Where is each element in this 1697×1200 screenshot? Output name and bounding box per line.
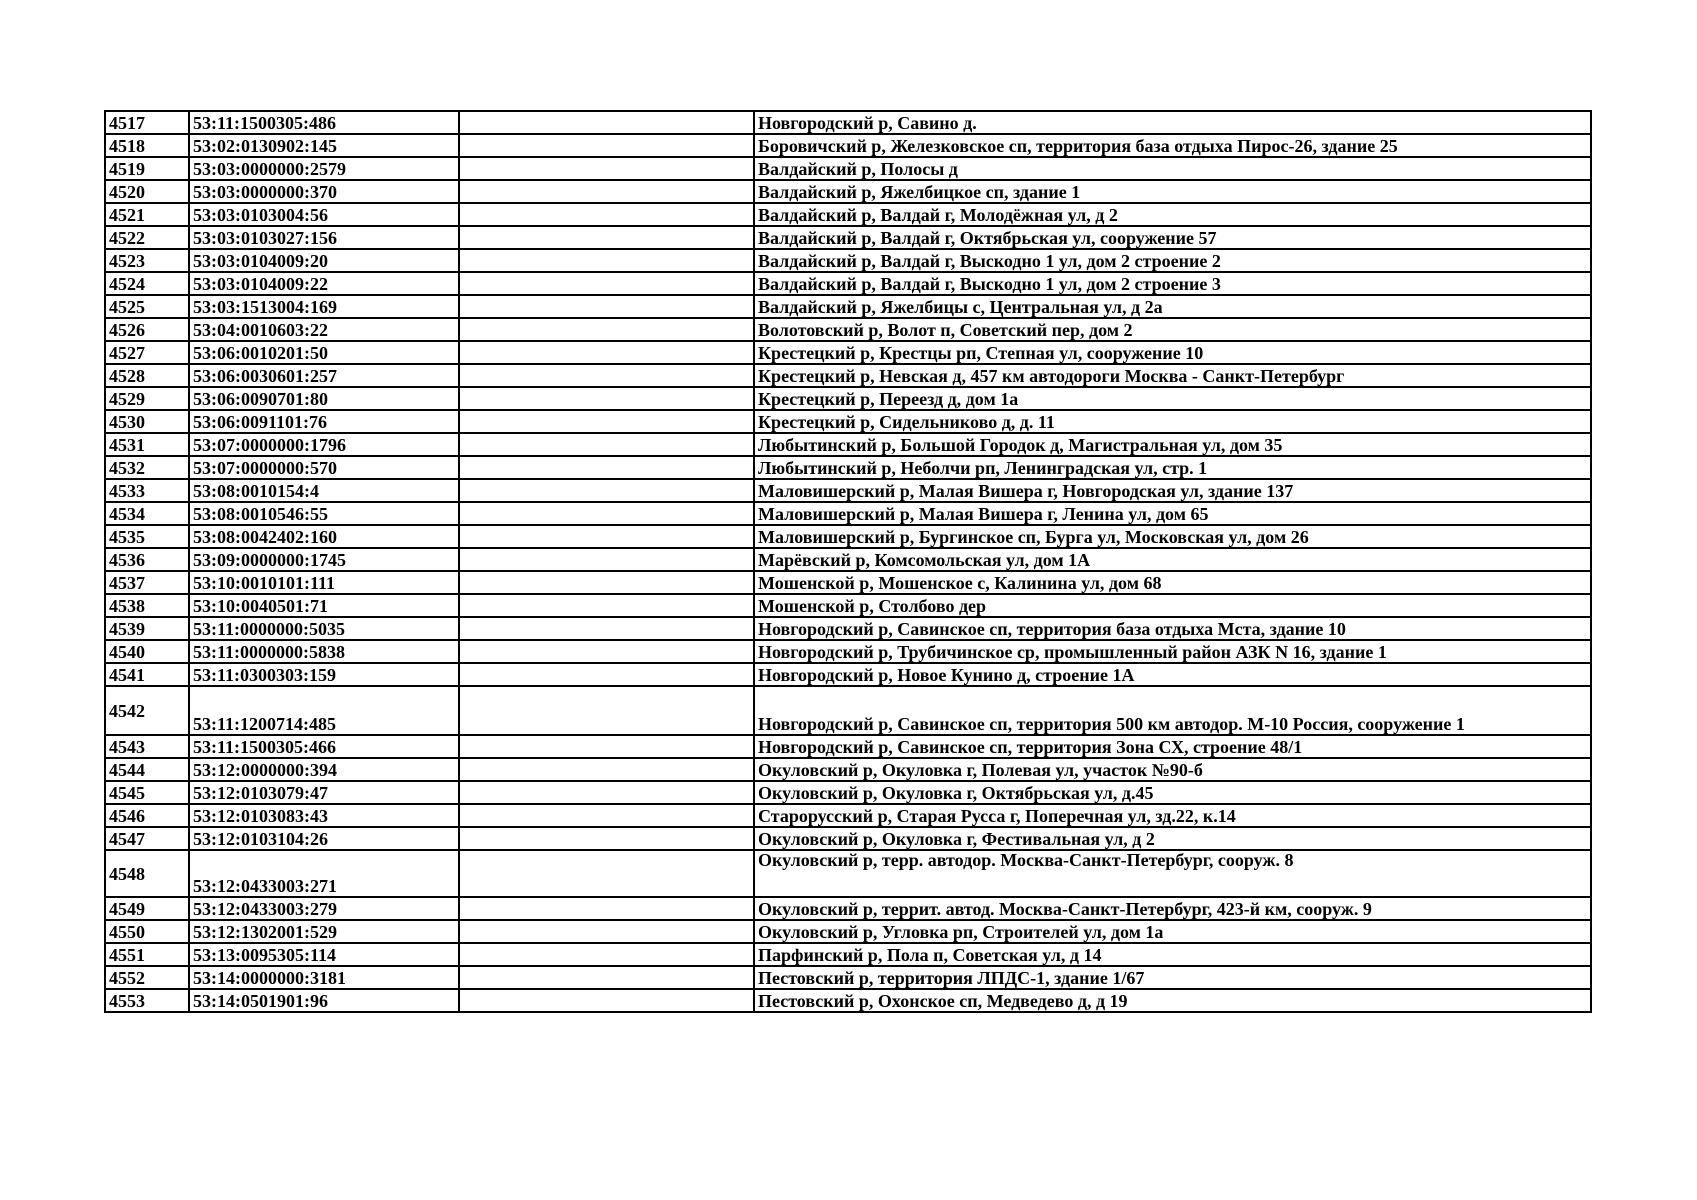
address-cell: Новгородский р, Савинское сп, территория 500 км автодор. М-10 Россия, сооружение 1 xyxy=(754,686,1591,735)
table-row xyxy=(105,249,1591,272)
empty-cell xyxy=(459,827,754,850)
cadastral-number-cell: 53:06:0091101:76 xyxy=(189,410,459,433)
empty-cell xyxy=(459,943,754,966)
table-row xyxy=(105,594,1591,617)
cadastral-number-cell: 53:11:0000000:5035 xyxy=(189,617,459,640)
empty-cell xyxy=(459,203,754,226)
address-cell: Валдайский р, Полосы д xyxy=(754,157,1591,180)
empty-cell xyxy=(459,433,754,456)
empty-cell xyxy=(459,781,754,804)
address-cell: Новгородский р, Трубичинское ср, промышленный район АЗК N 16, здание 1 xyxy=(754,640,1591,663)
table-row xyxy=(105,387,1591,410)
empty-cell xyxy=(459,387,754,410)
address-cell: Марёвский р, Комсомольская ул, дом 1А xyxy=(754,548,1591,571)
address-cell: Валдайский р, Яжелбицы с, Центральная ул, д 2а xyxy=(754,295,1591,318)
empty-cell xyxy=(459,686,754,735)
cadastral-number-cell: 53:10:0010101:111 xyxy=(189,571,459,594)
empty-cell xyxy=(459,525,754,548)
empty-cell xyxy=(459,850,754,897)
table-row xyxy=(105,502,1591,525)
row-number-cell: 4521 xyxy=(105,203,189,226)
cadastral-number-cell: 53:14:0501901:96 xyxy=(189,989,459,1012)
row-number-cell: 4537 xyxy=(105,571,189,594)
row-number-cell: 4550 xyxy=(105,920,189,943)
address-cell: Окуловский р, террит. автод. Москва-Санкт-Петербург, 423-й км, сооруж. 9 xyxy=(754,897,1591,920)
empty-cell xyxy=(459,111,754,134)
address-cell: Боровичский р, Железковское сп, территория база отдыха Пирос-26, здание 25 xyxy=(754,134,1591,157)
cadastral-number-cell: 53:06:0030601:257 xyxy=(189,364,459,387)
cadastral-number-cell: 53:03:0103004:56 xyxy=(189,203,459,226)
empty-cell xyxy=(459,157,754,180)
empty-cell xyxy=(459,341,754,364)
table-row xyxy=(105,410,1591,433)
table-row xyxy=(105,735,1591,758)
table-row xyxy=(105,111,1591,134)
table-row xyxy=(105,272,1591,295)
cadastral-number-cell: 53:11:1500305:466 xyxy=(189,735,459,758)
row-number-cell: 4540 xyxy=(105,640,189,663)
cadastral-number-cell: 53:12:0433003:279 xyxy=(189,897,459,920)
row-number-cell: 4517 xyxy=(105,111,189,134)
table-row xyxy=(105,157,1591,180)
empty-cell xyxy=(459,920,754,943)
address-cell: Волотовский р, Волот п, Советский пер, дом 2 xyxy=(754,318,1591,341)
table-row xyxy=(105,525,1591,548)
cadastral-number-cell: 53:12:0103104:26 xyxy=(189,827,459,850)
table-row xyxy=(105,180,1591,203)
row-number-cell: 4542 xyxy=(105,686,189,735)
cadastral-number-cell: 53:11:0300303:159 xyxy=(189,663,459,686)
row-number-cell: 4536 xyxy=(105,548,189,571)
row-number-cell: 4553 xyxy=(105,989,189,1012)
row-number-cell: 4551 xyxy=(105,943,189,966)
cadastral-number-cell: 53:07:0000000:570 xyxy=(189,456,459,479)
empty-cell xyxy=(459,897,754,920)
row-number-cell: 4533 xyxy=(105,479,189,502)
row-number-cell: 4541 xyxy=(105,663,189,686)
table-row xyxy=(105,663,1591,686)
empty-cell xyxy=(459,758,754,781)
address-cell: Окуловский р, Окуловка г, Фестивальная ул, д 2 xyxy=(754,827,1591,850)
empty-cell xyxy=(459,735,754,758)
table-row xyxy=(105,456,1591,479)
address-cell: Пестовский р, территория ЛПДС-1, здание 1/67 xyxy=(754,966,1591,989)
registry-table xyxy=(104,110,1592,1013)
empty-cell xyxy=(459,640,754,663)
row-number-cell: 4544 xyxy=(105,758,189,781)
address-cell: Парфинский р, Пола п, Советская ул, д 14 xyxy=(754,943,1591,966)
address-cell: Любытинский р, Большой Городок д, Магистральная ул, дом 35 xyxy=(754,433,1591,456)
table-row xyxy=(105,548,1591,571)
address-cell: Валдайский р, Валдай г, Выскодно 1 ул, дом 2 строение 3 xyxy=(754,272,1591,295)
table-row xyxy=(105,479,1591,502)
cadastral-number-cell: 53:09:0000000:1745 xyxy=(189,548,459,571)
empty-cell xyxy=(459,663,754,686)
row-number-cell: 4527 xyxy=(105,341,189,364)
cadastral-number-cell: 53:04:0010603:22 xyxy=(189,318,459,341)
table-row xyxy=(105,966,1591,989)
row-number-cell: 4545 xyxy=(105,781,189,804)
cadastral-number-cell: 53:11:1200714:485 xyxy=(189,686,459,735)
empty-cell xyxy=(459,989,754,1012)
empty-cell xyxy=(459,295,754,318)
row-number-cell: 4534 xyxy=(105,502,189,525)
table-row xyxy=(105,433,1591,456)
cadastral-number-cell: 53:12:0103079:47 xyxy=(189,781,459,804)
table-row xyxy=(105,920,1591,943)
empty-cell xyxy=(459,966,754,989)
address-cell: Маловишерский р, Бургинское сп, Бурга ул, Московская ул, дом 26 xyxy=(754,525,1591,548)
row-number-cell: 4548 xyxy=(105,850,189,897)
row-number-cell: 4539 xyxy=(105,617,189,640)
table-row xyxy=(105,758,1591,781)
empty-cell xyxy=(459,134,754,157)
address-cell: Окуловский р, Угловка рп, Строителей ул, дом 1а xyxy=(754,920,1591,943)
row-number-cell: 4526 xyxy=(105,318,189,341)
address-cell: Валдайский р, Валдай г, Выскодно 1 ул, дом 2 строение 2 xyxy=(754,249,1591,272)
table-row xyxy=(105,781,1591,804)
empty-cell xyxy=(459,617,754,640)
cadastral-number-cell: 53:12:0103083:43 xyxy=(189,804,459,827)
empty-cell xyxy=(459,548,754,571)
address-cell: Крестецкий р, Невская д, 457 км автодороги Москва - Санкт-Петербург xyxy=(754,364,1591,387)
address-cell: Крестецкий р, Переезд д, дом 1а xyxy=(754,387,1591,410)
address-cell: Крестецкий р, Сидельниково д, д. 11 xyxy=(754,410,1591,433)
cadastral-number-cell: 53:11:0000000:5838 xyxy=(189,640,459,663)
row-number-cell: 4519 xyxy=(105,157,189,180)
row-number-cell: 4522 xyxy=(105,226,189,249)
empty-cell xyxy=(459,804,754,827)
row-number-cell: 4538 xyxy=(105,594,189,617)
row-number-cell: 4528 xyxy=(105,364,189,387)
cadastral-number-cell: 53:03:1513004:169 xyxy=(189,295,459,318)
address-cell: Окуловский р, терр. автодор. Москва-Санкт-Петербург, сооруж. 8 xyxy=(754,850,1591,897)
row-number-cell: 4529 xyxy=(105,387,189,410)
empty-cell xyxy=(459,410,754,433)
empty-cell xyxy=(459,502,754,525)
registry-body xyxy=(105,111,1591,1012)
cadastral-number-cell: 53:12:0433003:271 xyxy=(189,850,459,897)
table-row xyxy=(105,617,1591,640)
row-number-cell: 4520 xyxy=(105,180,189,203)
table-row xyxy=(105,943,1591,966)
address-cell: Новгородский р, Савинское сп, территория база отдыха Мста, здание 10 xyxy=(754,617,1591,640)
empty-cell xyxy=(459,364,754,387)
row-number-cell: 4531 xyxy=(105,433,189,456)
row-number-cell: 4535 xyxy=(105,525,189,548)
address-cell: Старорусский р, Старая Русса г, Поперечная ул, зд.22, к.14 xyxy=(754,804,1591,827)
row-number-cell: 4523 xyxy=(105,249,189,272)
address-cell: Крестецкий р, Крестцы рп, Степная ул, сооружение 10 xyxy=(754,341,1591,364)
address-cell: Окуловский р, Окуловка г, Полевая ул, участок №90-б xyxy=(754,758,1591,781)
table-row xyxy=(105,364,1591,387)
row-number-cell: 4525 xyxy=(105,295,189,318)
cadastral-number-cell: 53:13:0095305:114 xyxy=(189,943,459,966)
cadastral-number-cell: 53:03:0000000:2579 xyxy=(189,157,459,180)
row-number-cell: 4543 xyxy=(105,735,189,758)
address-cell: Окуловский р, Окуловка г, Октябрьская ул, д.45 xyxy=(754,781,1591,804)
row-number-cell: 4532 xyxy=(105,456,189,479)
table-row xyxy=(105,686,1591,735)
empty-cell xyxy=(459,249,754,272)
table-row xyxy=(105,804,1591,827)
address-cell: Валдайский р, Валдай г, Молодёжная ул, д 2 xyxy=(754,203,1591,226)
address-cell: Валдайский р, Яжелбицкое сп, здание 1 xyxy=(754,180,1591,203)
cadastral-number-cell: 53:03:0104009:22 xyxy=(189,272,459,295)
empty-cell xyxy=(459,318,754,341)
cadastral-number-cell: 53:10:0040501:71 xyxy=(189,594,459,617)
table-row xyxy=(105,203,1591,226)
cadastral-number-cell: 53:03:0103027:156 xyxy=(189,226,459,249)
row-number-cell: 4552 xyxy=(105,966,189,989)
cadastral-number-cell: 53:11:1500305:486 xyxy=(189,111,459,134)
row-number-cell: 4518 xyxy=(105,134,189,157)
table-row xyxy=(105,827,1591,850)
cadastral-number-cell: 53:08:0010154:4 xyxy=(189,479,459,502)
table-row xyxy=(105,341,1591,364)
empty-cell xyxy=(459,456,754,479)
cadastral-number-cell: 53:02:0130902:145 xyxy=(189,134,459,157)
cadastral-number-cell: 53:14:0000000:3181 xyxy=(189,966,459,989)
address-cell: Любытинский р, Неболчи рп, Ленинградская ул, стр. 1 xyxy=(754,456,1591,479)
cadastral-number-cell: 53:08:0010546:55 xyxy=(189,502,459,525)
table-row xyxy=(105,640,1591,663)
cadastral-number-cell: 53:08:0042402:160 xyxy=(189,525,459,548)
cadastral-number-cell: 53:03:0000000:370 xyxy=(189,180,459,203)
address-cell: Новгородский р, Савинское сп, территория Зона СХ, строение 48/1 xyxy=(754,735,1591,758)
cadastral-number-cell: 53:12:1302001:529 xyxy=(189,920,459,943)
table-row xyxy=(105,989,1591,1012)
address-cell: Валдайский р, Валдай г, Октябрьская ул, сооружение 57 xyxy=(754,226,1591,249)
table-row xyxy=(105,134,1591,157)
table-row xyxy=(105,226,1591,249)
empty-cell xyxy=(459,272,754,295)
row-number-cell: 4524 xyxy=(105,272,189,295)
cadastral-number-cell: 53:03:0104009:20 xyxy=(189,249,459,272)
address-cell: Мошенской р, Столбово дер xyxy=(754,594,1591,617)
empty-cell xyxy=(459,180,754,203)
empty-cell xyxy=(459,594,754,617)
cadastral-number-cell: 53:07:0000000:1796 xyxy=(189,433,459,456)
empty-cell xyxy=(459,226,754,249)
cadastral-number-cell: 53:12:0000000:394 xyxy=(189,758,459,781)
address-cell: Мошенской р, Мошенское с, Калинина ул, дом 68 xyxy=(754,571,1591,594)
cadastral-number-cell: 53:06:0010201:50 xyxy=(189,341,459,364)
row-number-cell: 4530 xyxy=(105,410,189,433)
table-row xyxy=(105,571,1591,594)
address-cell: Маловишерский р, Малая Вишера г, Новгородская ул, здание 137 xyxy=(754,479,1591,502)
address-cell: Новгородский р, Савино д. xyxy=(754,111,1591,134)
cadastral-number-cell: 53:06:0090701:80 xyxy=(189,387,459,410)
row-number-cell: 4546 xyxy=(105,804,189,827)
address-cell: Маловишерский р, Малая Вишера г, Ленина ул, дом 65 xyxy=(754,502,1591,525)
row-number-cell: 4547 xyxy=(105,827,189,850)
address-cell: Новгородский р, Новое Кунино д, строение 1А xyxy=(754,663,1591,686)
address-cell: Пестовский р, Охонское сп, Медведево д, д 19 xyxy=(754,989,1591,1012)
table-row xyxy=(105,897,1591,920)
row-number-cell: 4549 xyxy=(105,897,189,920)
table-row xyxy=(105,295,1591,318)
table-row xyxy=(105,318,1591,341)
empty-cell xyxy=(459,571,754,594)
empty-cell xyxy=(459,479,754,502)
table-row xyxy=(105,850,1591,897)
